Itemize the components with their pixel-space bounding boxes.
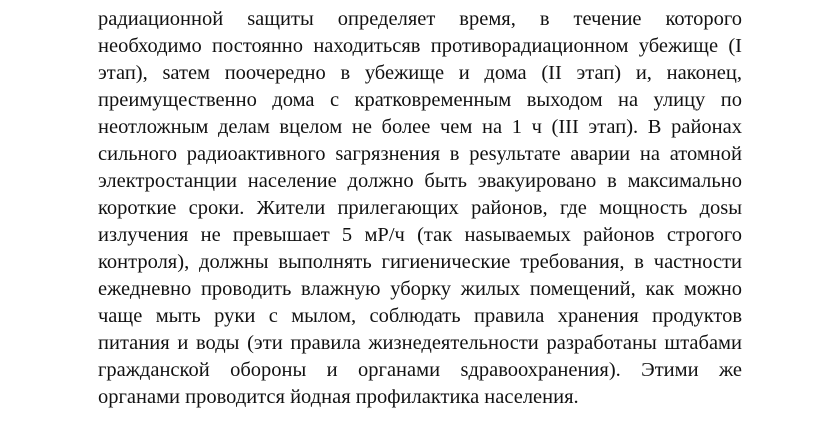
text-line: необходимо постоянно находитьсяв противорадиационном убежище (I xyxy=(98,35,742,57)
text-line: чаще мыть руки с мылом, соблюдать правила хранения продуктов xyxy=(98,305,742,327)
text-line: этап), sатем поочередно в убежище и дома (II этап) и, наконец, xyxy=(98,62,742,84)
text-line: неотложным делам вцелом не более чем на 1 ч (III этап). В районах xyxy=(98,116,742,138)
text-line: излучения не превышает 5 мР/ч (так наsываемых районов строгого xyxy=(98,224,742,246)
text-line: преимущественно дома с кратковременным выходом на улицу по xyxy=(98,89,742,111)
text-line: короткие сроки. Жители прилегающих районов, где мощность доsы xyxy=(98,197,742,219)
text-line: контроля), должны выполнять гигиенические требования, в частности xyxy=(98,251,742,273)
text-line: гражданской обороны и органами sдравоохранения). Этими же xyxy=(98,359,742,381)
text-line: питания и воды (эти правила жизнедеятельности разработаны штабами xyxy=(98,332,742,354)
text-line: электростанции население должно быть эвакуировано в максимально xyxy=(98,170,742,192)
text-line: ежедневно проводить влажную уборку жилых помещений, как можно xyxy=(98,278,742,300)
text-line: радиационной sащиты определяет время, в течение которого xyxy=(98,8,742,30)
text-line: органами проводится йодная профилактика населения. xyxy=(98,386,579,408)
body-paragraph xyxy=(98,6,742,411)
text-line: сильного радиоактивного sагрязнения в реsультате аварии на атомной xyxy=(98,143,742,165)
